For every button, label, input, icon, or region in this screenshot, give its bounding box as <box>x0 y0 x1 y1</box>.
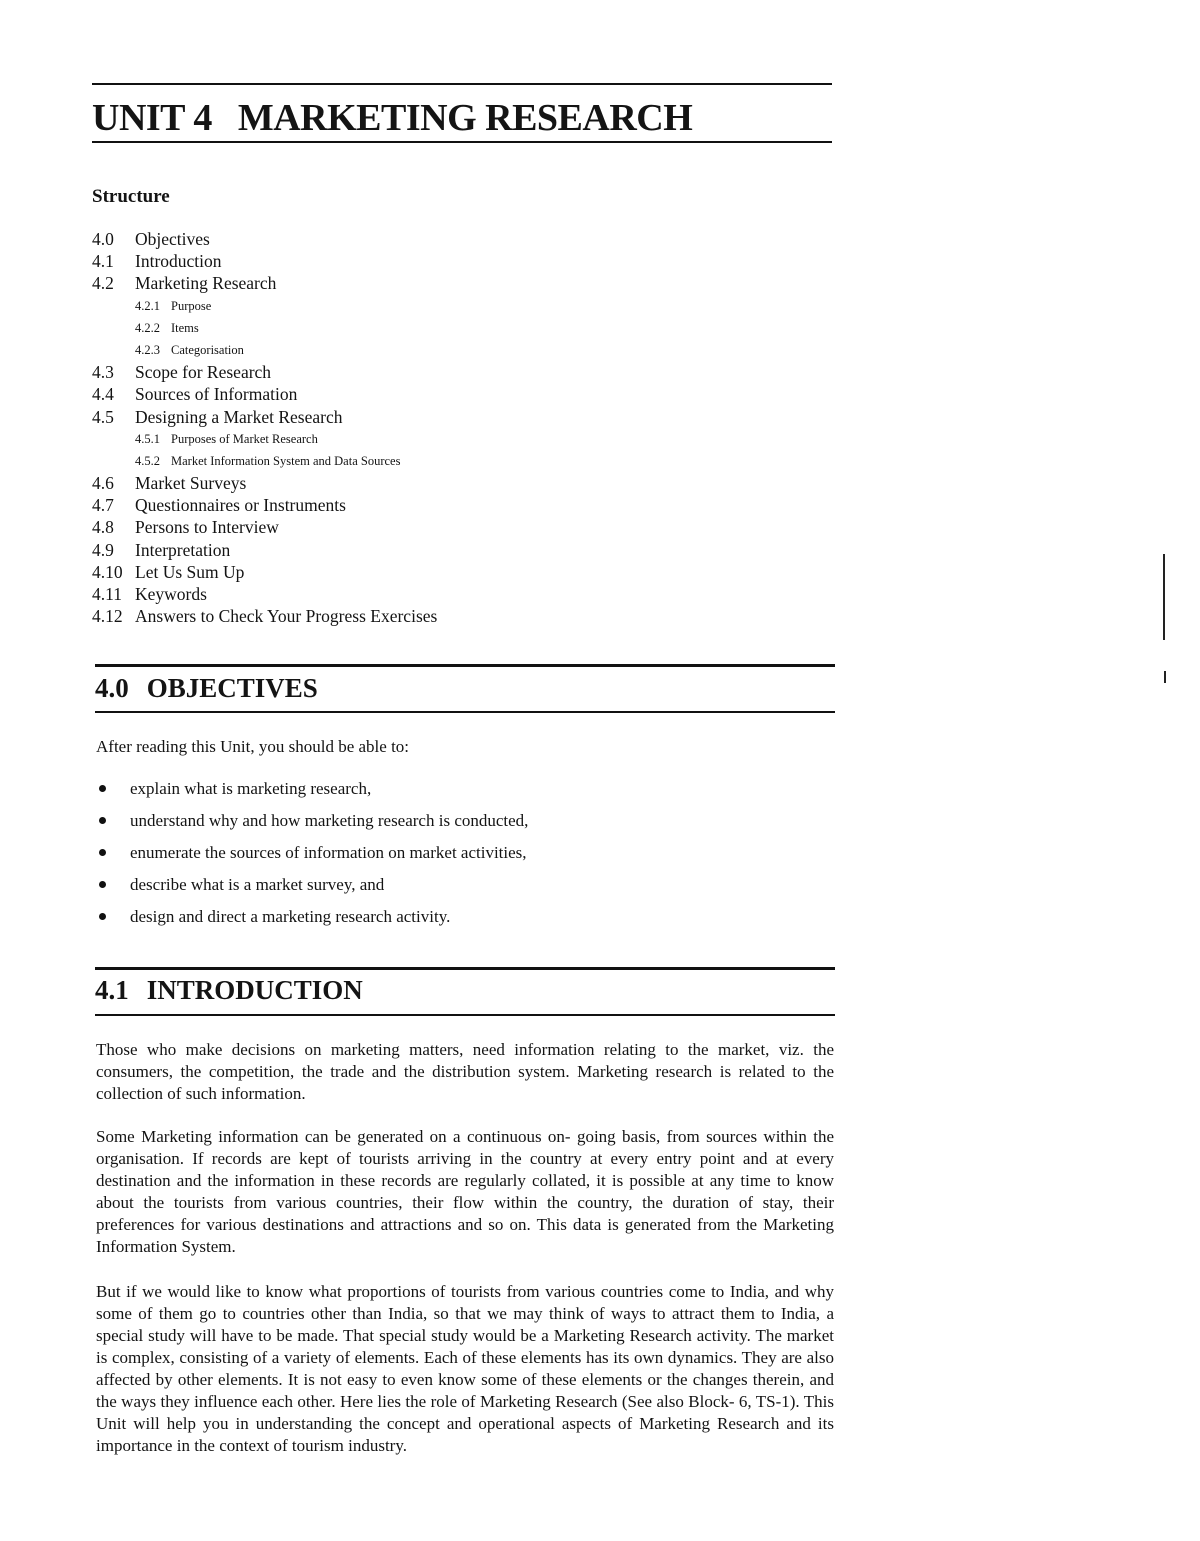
introduction-paragraph-3: But if we would like to know what proportions of tourists from various countries come to India, and why some of them go to countries other than India, so that we may think of ways to attract them to India, a special study will have to be made. That special study would be a Marketing Research activity. The market is complex, consisting of a variety of elements. Each of these elements has its own dynamics. They are also affected by other elements. It is not easy to even know some of these elements or the changes therein, and the ways they influence each other. Here lies the role of Marketing Research (See also Block- 6, TS-1). This Unit will help you in understanding the concept and operational aspects of Marketing Research and its importance in the context of tourism industry. <box>96 1282 834 1455</box>
toc-item <box>92 272 437 294</box>
toc-subitem <box>92 428 437 450</box>
toc-item-label: Designing a Market Research <box>135 406 343 427</box>
objective-bullet <box>96 842 528 874</box>
objective-bullet-text: design and direct a marketing research activity. <box>130 907 451 926</box>
toc-item-number: 4.6 <box>92 473 114 494</box>
toc-item <box>92 472 437 494</box>
toc-item-number: 4.2 <box>92 273 114 294</box>
scan-mark <box>1164 671 1166 683</box>
introduction-number: 4.1 <box>95 975 129 1005</box>
toc-item <box>92 228 437 250</box>
objectives-top-rule <box>95 664 835 667</box>
unit-title-text: MARKETING RESEARCH <box>237 97 693 139</box>
bullet-icon <box>99 849 106 856</box>
toc-item-number: 4.9 <box>92 539 114 560</box>
objective-bullet-text: enumerate the sources of information on market activities, <box>130 843 527 862</box>
introduction-paragraph-2: Some Marketing information can be generated on a continuous on- going basis, from sources within the organisation. If records are kept of tourists arriving in the country at every entry point and at every destination and the information in these records are regularly collated, it is possible at any time to know about the tourists from various countries, their flow within the country, the duration of stay, their preferences for various destinations and attractions and so on. This data is generated from the Marketing Information System. <box>96 1127 834 1256</box>
toc-item <box>92 361 437 383</box>
toc-item-label: Sources of Information <box>135 384 298 405</box>
toc-item-label: Items <box>171 320 199 335</box>
objective-bullet <box>96 874 528 906</box>
top-rule <box>92 83 832 85</box>
toc-item <box>92 516 437 538</box>
toc-item <box>92 383 437 405</box>
toc-item-label: Let Us Sum Up <box>135 561 245 582</box>
toc-subitem <box>92 339 437 361</box>
toc-item-number: 4.5.1 <box>135 431 160 446</box>
objectives-list <box>96 778 528 938</box>
toc-item-label: Interpretation <box>135 539 231 560</box>
toc-item-label: Market Surveys <box>135 473 247 494</box>
unit-title-underline <box>92 141 832 143</box>
toc-item <box>92 494 437 516</box>
toc-item-label: Scope for Research <box>135 362 272 383</box>
toc-item-label: Categorisation <box>171 342 244 357</box>
toc-item-number: 4.2.1 <box>135 298 160 313</box>
bullet-icon <box>99 913 106 920</box>
objectives-title: OBJECTIVES <box>146 673 318 703</box>
toc-item-label: Purpose <box>171 298 212 313</box>
objectives-intro: After reading this Unit, you should be able to: <box>96 737 410 756</box>
objective-bullet-text: describe what is a market survey, and <box>130 875 385 894</box>
toc-item-number: 4.1 <box>92 251 114 272</box>
toc-item-label: Introduction <box>135 251 222 272</box>
unit-title <box>92 96 692 140</box>
introduction-bottom-rule <box>95 1014 835 1016</box>
toc-item-number: 4.12 <box>92 606 123 627</box>
unit-number: UNIT 4 <box>92 97 212 139</box>
objective-bullet-text: explain what is marketing research, <box>130 779 372 798</box>
table-of-contents <box>92 228 437 627</box>
toc-item-label: Objectives <box>135 229 210 249</box>
toc-item-number: 4.11 <box>92 584 122 604</box>
toc-item-number: 4.8 <box>92 517 114 538</box>
objectives-bottom-rule <box>95 711 835 713</box>
bullet-icon <box>99 881 106 888</box>
toc-item-label: Purposes of Market Research <box>171 431 318 446</box>
objectives-number: 4.0 <box>95 673 129 703</box>
toc-item-number: 4.2.3 <box>135 342 160 357</box>
toc-subitem <box>92 295 437 317</box>
toc-item-number: 4.2.2 <box>135 320 160 335</box>
toc-item-label: Market Information System and Data Sources <box>171 453 401 468</box>
introduction-top-rule <box>95 967 835 970</box>
toc-item <box>92 539 437 561</box>
toc-item-number: 4.3 <box>92 362 114 383</box>
introduction-title: INTRODUCTION <box>146 975 363 1005</box>
toc-item-label: Questionnaires or Instruments <box>135 495 346 516</box>
introduction-heading <box>95 975 363 1006</box>
toc-item-label: Persons to Interview <box>135 517 279 538</box>
toc-item <box>92 250 437 272</box>
toc-item-number: 4.7 <box>92 495 114 516</box>
introduction-paragraph-1: Those who make decisions on marketing matters, need information relating to the market, viz. the consumers, the competition, the trade and the distribution system. Marketing research is related to the collection of such information. <box>96 1040 834 1103</box>
objective-bullet <box>96 810 528 842</box>
bullet-icon <box>99 817 106 824</box>
toc-item <box>92 605 437 627</box>
toc-subitem <box>92 450 437 472</box>
objective-bullet <box>96 906 528 938</box>
toc-item-number: 4.0 <box>92 229 114 249</box>
toc-item <box>92 406 437 428</box>
toc-item <box>92 583 437 605</box>
objective-bullet-text: understand why and how marketing research is conducted, <box>130 811 529 830</box>
toc-subitem <box>92 317 437 339</box>
toc-item-label: Marketing Research <box>135 273 277 294</box>
toc-item-label: Keywords <box>135 584 207 604</box>
toc-item-label: Answers to Check Your Progress Exercises <box>135 606 438 627</box>
toc-item-number: 4.10 <box>92 561 123 582</box>
scan-mark <box>1163 554 1165 640</box>
toc-item <box>92 561 437 583</box>
toc-item-number: 4.5 <box>92 406 114 427</box>
toc-item-number: 4.5.2 <box>135 453 160 468</box>
objectives-heading <box>95 673 318 704</box>
bullet-icon <box>99 785 106 792</box>
toc-item-number: 4.4 <box>92 384 114 405</box>
structure-heading: Structure <box>92 186 170 207</box>
objective-bullet <box>96 778 528 810</box>
